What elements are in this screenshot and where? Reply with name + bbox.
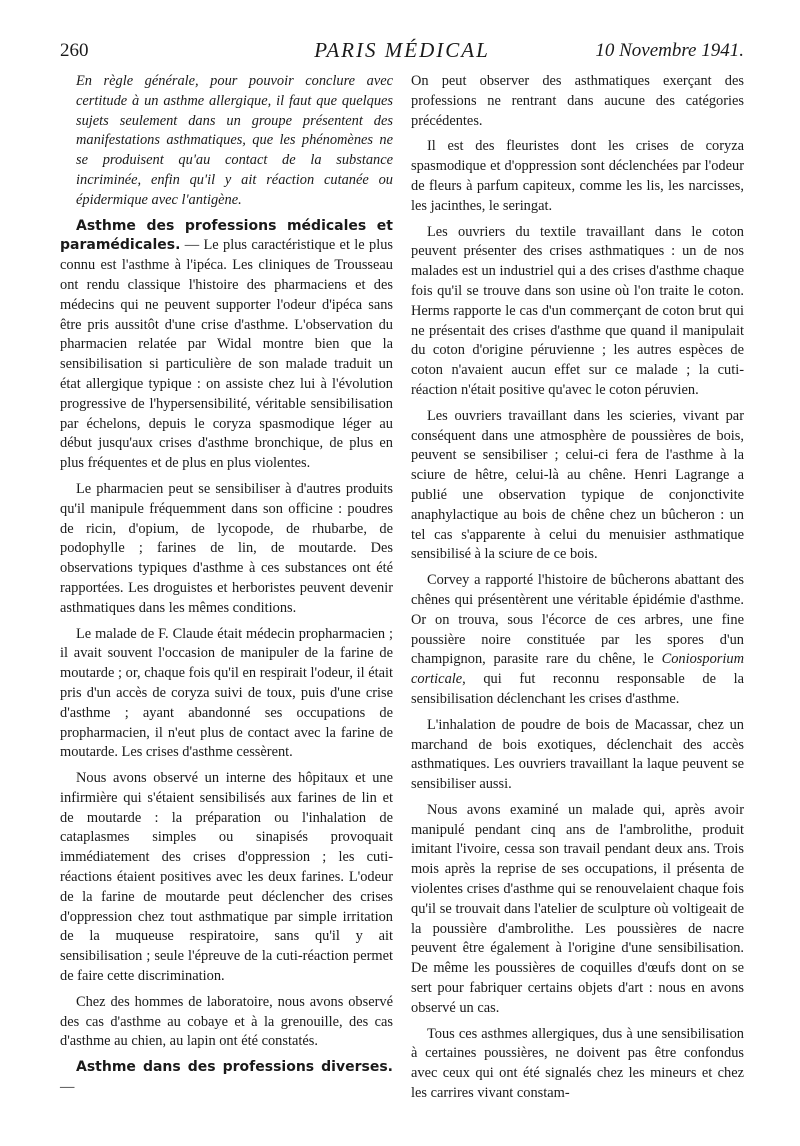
paragraph — [411, 571, 744, 710]
section-heading-line — [60, 1058, 393, 1098]
paragraph: Les ouvriers travaillant dans les scieries, vivant par conséquent dans une atmosphère de poussières de bois, peuvent se sensibiliser ; celui-ci fera de l'asthme à la sciure de hêtre, celui-là au chêne. Henri Lagrange a publié une observation typique de conjonctivite anaphylactique au bois de chêne chez un bûcheron : un tel cas s'apparente à celui du menuisier asthmatique sensibilisé à la sciure de ce bois. — [411, 407, 744, 563]
paragraph: En règle générale, pour pouvoir conclure avec certitude à un asthme allergique, il faut que quelques sujets seulement dans un groupe présentent des manifestations asthmatiques, que les phénomènes ne se produisent qu'au contact de la substance incriminée, enfin qu'il y ait réaction cutanée ou épidermique avec l'antigène. — [76, 73, 393, 208]
paragraph: Nous avons examiné un malade qui, après avoir manipulé pendant cinq ans de l'ambrolithe, produit imitant l'ivoire, cessa son travail pendant deux ans. Trois mois après la reprise de ses occupations, il présenta de violentes crises d'asthme qui se renouvelaient chaque fois qu'il se trouvait dans l'atelier de sculpture où voltigeait de la poussière d'ambrolithe. Les poussières de nacre peuvent être également à l'origine d'une sensibilisation. De même les poussières de coquilles d'œufs dont on se sert pour fabriquer certains objets d'art : nous en avons observé un cas. — [411, 801, 744, 1016]
left-column — [60, 72, 393, 1110]
paragraph: Le malade de F. Claude était médecin propharmacien ; il avait souvent l'occasion de manipuler de la farine de moutarde ; or, chaque fois qu'il en respirait l'odeur, il était pris d'un accès de coryza suivi de toux, puis d'une crise d'asthme ; ayant abandonné ses occupations de propharmacien, il n'eut plus de contact avec la farine de moutarde. Les crises d'asthme cessèrent. — [60, 625, 393, 761]
right-column — [411, 72, 744, 1110]
paragraph-text: , qui fut reconnu responsable de la sensibilisation déclenchant les crises d'asthme. — [411, 671, 744, 707]
paragraph: Le pharmacien peut se sensibiliser à d'autres produits qu'il manipule fréquemment dans son officine : poudres de ricin, d'opium, de lycopode, de rhubarbe, de podophylle ; farines de lin, de moutarde. Des observations typiques d'asthme à ces substances ont été rapportées. Les droguistes et herboristes peuvent devenir asthmatiques dans les mêmes conditions. — [60, 480, 393, 616]
page-header — [60, 36, 744, 66]
heading-dash: — — [60, 1079, 75, 1096]
paragraph: Chez des hommes de laboratoire, nous avons observé des cas d'asthme au cobaye et à la grenouille, des cas d'asthme au chien, au lapin ont été constatés. — [60, 993, 393, 1050]
section-heading: Asthme dans des professions diverses. — [76, 1059, 393, 1076]
paragraph: On peut observer des asthmatiques exerçant des professions ne rentrant dans aucune des catégories précédentes. — [411, 73, 744, 129]
paragraph: L'inhalation de poudre de bois de Macassar, chez un marchand de bois exotiques, déclenchait des accès asthmatiques. Les ouvriers travaillant la laque peuvent se sensibiliser aussi. — [411, 716, 744, 793]
paragraph: Tous ces asthmes allergiques, dus à une sensibilisation à certaines poussières, ne doivent pas être confondus avec ceux qui ont été signalés chez les mineurs et chez les carrires vivant constam- — [411, 1025, 744, 1102]
journal-page — [60, 36, 744, 1116]
issue-date: 10 Novembre 1941. — [595, 40, 744, 61]
paragraph-section-asthme-medical — [60, 217, 393, 474]
page-number: 260 — [60, 40, 89, 61]
journal-title: PARIS MÉDICAL — [314, 38, 490, 62]
paragraph-text: Corvey a rapporté l'histoire de bûcherons abattant des chênes qui présentèrent une véritable épidémie d'asthme. Or on trouva, sous l'écorce de ces arbres, une fine poussière noire constituée par les spores d'un champignon, parasite rare du chêne, le — [411, 572, 744, 668]
paragraph: Nous avons observé un interne des hôpitaux et une infirmière qui s'étaient sensibilisés aux farines de lin et de moutarde : la préparation ou l'inhalation de cataplasmes simples ou sinapisés provoquait immédiatement des crises d'oppression ; les cuti-réactions étaient positives avec les deux farines. L'odeur de la farine de moutarde peut déclencher des crises d'oppression chez tout asthmatique par simple irritation de la muqueuse respiratoire, sans qu'il y ait sensibilisation ; seule l'épreuve de la cuti-réaction permet de faire cette discrimination. — [60, 770, 393, 985]
text-columns — [60, 72, 744, 1110]
section-heading: Asthme des professions médicales et paramédicales. — [60, 217, 393, 254]
paragraph: Il est des fleuristes dont les crises de coryza spasmodique et d'oppression sont déclenchées par l'odeur de fleurs à parfum capiteux, comme les lis, les narcisses, les jacinthes, le seringat. — [411, 138, 744, 214]
paragraph-text: — Le plus caractéristique et le plus connu est l'asthme à l'ipéca. Les cliniques de Trousseau ont rendu classique l'histoire des pharmaciens et des médecins qui ne peuvent supporter l'odeur d'ipéca sans être pris aussitôt d'une crise d'asthme. L'observation du pharmacien relatée par Widal montre bien que la sensibilisation si particulière de son malade traduit un état allergique typique : on assiste chez lui à l'évolution progressive de l'hypersensibilité, véritable sensibilisation par échelons, depuis le coryza spasmodique léger au début jusqu'aux crises d'asthme bronchique, de plus en plus fréquentes et de plus en plus violentes. — [60, 237, 393, 472]
paragraph: Les ouvriers du textile travaillant dans le coton peuvent présenter des crises asthmatiques : un de nos malades est un industriel qui a des crises d'asthme chaque fois qu'il se trouve dans son usine où l'on traite le coton. Herms rapporte le cas d'un commerçant de coton brut qui ne présentait des crises d'asthme que quand il manipulait du coton d'origine péruvienne ; les autres espèces de coton n'avaient aucun effet sur ce malade ; la cuti-réaction n'était positive qu'avec le coton péruvien. — [411, 223, 744, 398]
species-name: Coniosporium corticale — [411, 651, 744, 688]
